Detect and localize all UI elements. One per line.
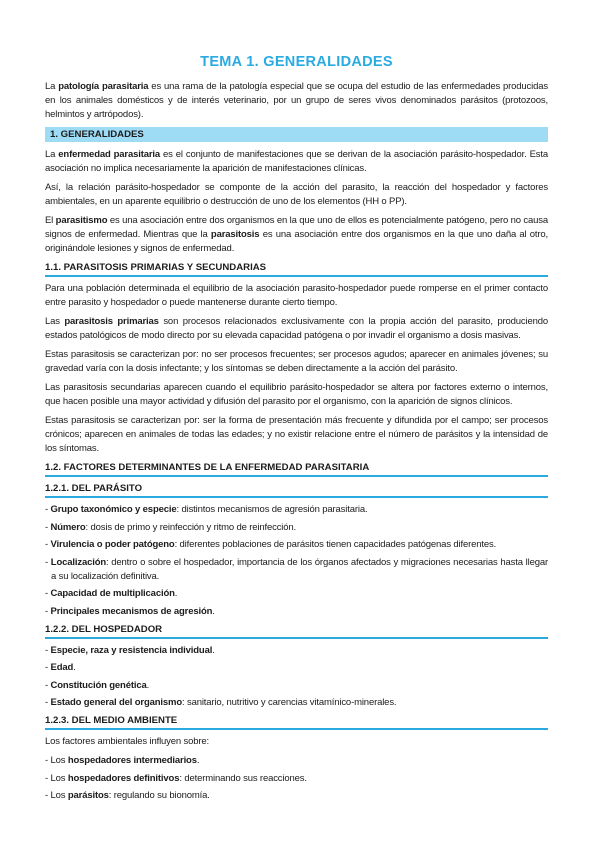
bold-text-run: patología parasitaria [58, 81, 149, 92]
text-run: - [45, 605, 51, 617]
bold-text-run: Estado general del organismo [50, 697, 182, 708]
bold-text-run: parasitismo [55, 215, 108, 226]
paragraph [45, 414, 548, 456]
text-run: Estas parasitosis se caracterizan por: ser la forma de presentación más frecuente y difundida por el campo; ser procesos crónicos; aparecen en animales de todas las edades; y no existir relacione entre el número de parásitos y la intensidad de los síntomas. [45, 415, 548, 454]
list-item [45, 503, 548, 517]
subsection-header: 1.2.2. DEL HOSPEDADOR [45, 623, 548, 639]
subsection-header: 1.2.1. DEL PARÁSITO [45, 482, 548, 498]
section-header-band: 1. GENERALIDADES [45, 127, 548, 142]
document-content [45, 54, 548, 807]
list-item [45, 772, 548, 786]
paragraph [45, 181, 548, 209]
text-run: . [174, 588, 178, 599]
text-run: - [45, 539, 51, 550]
text-run: - [45, 504, 51, 515]
paragraph [45, 348, 548, 376]
text-run: - [45, 697, 51, 708]
bold-text-run: Capacidad de multiplicación [50, 588, 175, 599]
text-run: : regulando su bionomía. [108, 790, 210, 801]
text-run: es una asociación entre dos organismos en la que uno daña al otro, originándole lesiones y signos de enfermedad. [45, 229, 548, 254]
text-run: - Los [45, 772, 68, 784]
text-run: Estas parasitosis se caracterizan por: no ser procesos frecuentes; ser procesos agudos; aparecer en animales jóvenes; su gravedad varía con la dosis infectante; y los síntomas se deben directamente a la acción del parásito. [45, 349, 548, 374]
text-run: - [45, 588, 51, 599]
text-run: - [45, 644, 51, 656]
bold-text-run: Constitución genética [50, 679, 147, 691]
bold-text-run: hospedadores definitivos [67, 772, 180, 784]
bold-text-run: parasitosis [210, 229, 260, 240]
text-run: . [196, 755, 200, 766]
bold-text-run: parásitos [67, 790, 109, 801]
text-run: : diferentes poblaciones de parásitos tienen capacidades patógenas diferentes. [174, 539, 497, 550]
text-run: La [45, 149, 59, 160]
text-run: : distintos mecanismos de agresión parasitaria. [176, 504, 368, 515]
list-item [45, 644, 548, 658]
bold-text-run: Grupo taxonómico y especie [50, 504, 177, 515]
list-item [45, 587, 548, 601]
list-item [45, 754, 548, 768]
bold-text-run: Especie, raza y resistencia individual [50, 644, 213, 656]
paragraph [45, 735, 548, 749]
text-run: es el conjunto de manifestaciones que se derivan de la asociación parásito-hospedador. Esta asociación no implica necesariamente la aparición de manifestaciones clínicas. [45, 149, 548, 174]
paragraph [45, 214, 548, 256]
bold-text-run: Virulencia o poder patógeno [50, 539, 175, 550]
text-run: - [45, 662, 51, 673]
subsection-header: 1.2. FACTORES DETERMINANTES DE LA ENFERMEDAD PARASITARIA [45, 461, 548, 477]
paragraph [45, 148, 548, 176]
subsection-header: 1.1. PARASITOSIS PRIMARIAS Y SECUNDARIAS [45, 261, 548, 277]
text-run: son procesos relacionados exclusivamente con la propia acción del parasito, produciendo estados patológicos de modo directo por su elevada capacidad patógena o por invadir el organismo a dosis masivas. [45, 316, 549, 341]
text-run: es una rama de la patología especial que se ocupa del estudio de las enfermedades producidas en los animales domésticos y de interés veterinario, por un grupo de seres vivos denominados parásitos (protozoos, helmintos y artrópodos). [45, 81, 548, 120]
bold-text-run: Número [50, 521, 86, 533]
bold-text-run: enfermedad parasitaria [58, 149, 161, 160]
text-run: La [45, 81, 59, 92]
text-run: Los factores ambientales influyen sobre: [45, 736, 210, 747]
list-item [45, 556, 548, 584]
bold-text-run: Edad [50, 662, 74, 673]
text-run: Para una población determinada el equilibrio de la asociación parasito-hospedador puede romperse en el primer contacto entre parasito y hospedador o puede mantenerse durante cierto tiempo. [45, 283, 548, 308]
text-run: : determinando sus reacciones. [179, 772, 307, 784]
text-run: Las parasitosis secundarias aparecen cuando el equilibrio parásito-hospedador se altera por factores externo o internos, que hacen posible una mayor actividad y difusión del parasito por el organismo, con la aparición de signos clínicos. [45, 382, 548, 407]
paragraph [45, 80, 548, 122]
bold-text-run: parasitosis primarias [64, 316, 159, 327]
text-run: . [212, 605, 215, 617]
text-run: : dosis de primo y reinfección y ritmo de reinfección. [85, 521, 297, 533]
text-run: . [73, 662, 76, 673]
text-run: - [45, 556, 51, 568]
text-run: : sanitario, nutritivo y carencias vitamínico-minerales. [182, 697, 397, 708]
bold-text-run: Localización [50, 556, 107, 568]
text-run: - Los [45, 790, 68, 801]
subsection-header: 1.2.3. DEL MEDIO AMBIENTE [45, 714, 548, 730]
bold-text-run: Principales mecanismos de agresión [50, 605, 213, 617]
text-run: El [45, 215, 56, 226]
text-run: - Los [45, 755, 68, 766]
text-run: es una asociación entre dos organismos en la que uno de ellos es potencialmente patógeno, pero no causa signos de enfermedad. Mientras que la [45, 215, 549, 240]
paragraph [45, 282, 548, 310]
list-item [45, 661, 548, 675]
list-item [45, 789, 548, 803]
list-item [45, 696, 548, 710]
text-run: . [212, 644, 215, 656]
bold-text-run: hospedadores intermediarios [67, 755, 197, 766]
text-run: - [45, 679, 51, 691]
text-run: - [45, 521, 51, 533]
text-run: . [146, 679, 150, 691]
page-title: TEMA 1. GENERALIDADES [200, 54, 393, 70]
paragraph [45, 381, 548, 409]
list-item [45, 521, 548, 535]
list-item [45, 605, 548, 619]
text-run: Así, la relación parásito-hospedador se componte de la acción del parasito, la reacción del hospedador y factores ambientales, en un aparente equilibrio o destrucción de uno de los elementos (HH o PP). [45, 182, 548, 207]
list-item [45, 679, 548, 693]
text-run: Las [45, 316, 65, 327]
text-run: : dentro o sobre el hospedador, importancia de los órganos afectados y migraciones necesarias hasta llegar a su localización definitiva. [51, 556, 548, 582]
paragraph [45, 315, 548, 343]
list-item [45, 538, 548, 552]
